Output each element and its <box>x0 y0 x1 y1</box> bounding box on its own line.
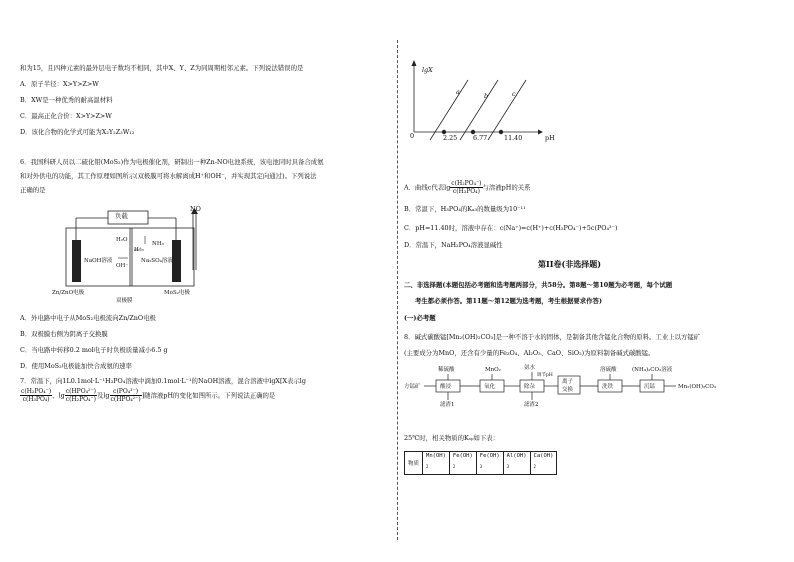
q7-fraction-1: $\frac{\text{c(H₂PO₄⁻)}}{\text{c(H₃PO₄)}}$ <box>21 388 52 403</box>
ksp-col-1: Mn(OH) 2 <box>423 452 450 475</box>
graph-line-a-label: a <box>456 88 460 96</box>
flow-precip: 沉锰 <box>644 384 656 390</box>
load-label: 负载 <box>115 212 128 220</box>
q5-option-d: D．该化合物的化学式可能为X₂Y₂Z₃W₁₂ <box>20 128 135 136</box>
q6-line1: 6．我国科研人员以二硫化钼(MoS₂)作为电极催化剂，研制出一种Zn-NO电池系统，该电池同时具备合成氨 <box>20 158 324 166</box>
q7-option-d: D．常温下，NaH₂PO₄溶液显碱性 <box>404 241 503 249</box>
line-b <box>460 80 498 140</box>
line-a <box>430 80 468 140</box>
ksp-col-5: Ca(OH) 2 <box>530 452 557 475</box>
flow-impurity: 除杂 <box>524 384 536 390</box>
q8-line1: 8．碱式碳酸锰[Mn₂(OH)₂CO₃]是一种不溶于水的固体，是制备其他含锰化合物的原料。工业上以方锰矿 <box>404 333 701 341</box>
q5-option-a: A．原子半径：X>Y>Z>W <box>20 80 99 88</box>
graph-tick-2: 6.77 <box>473 134 488 142</box>
flow-residue2: 滤渣2 <box>524 402 539 408</box>
q6-option-a: A．外电路中电子从MoS₂电极流向Zn/ZnO电极 <box>20 314 156 322</box>
section-title: 第II卷(非选择题) <box>538 259 602 269</box>
no-label: NO <box>190 205 201 213</box>
naoh-label: NaOH溶液 <box>84 258 113 264</box>
q7-option-a-fraction: $\frac{\text{c(H₂PO₄⁻)}}{\text{c(H₃PO₄)}}$ <box>451 180 482 195</box>
required-heading: (一)必考题 <box>404 314 436 322</box>
y-axis-arrow <box>412 60 417 66</box>
graph-tick-1: 2.25 <box>443 134 458 142</box>
flow-ore: 方锰矿 <box>404 384 421 390</box>
column-divider <box>397 40 398 540</box>
flow-acid: 稀硫酸 <box>438 367 455 373</box>
h2o-label: H₂O <box>116 237 128 243</box>
point-c <box>499 130 503 134</box>
part2-line1: 二、非选择题(本题包括必考题和选考题两部分，共58分。第8题～第10题为必考题，每个试题 <box>404 281 673 289</box>
flow-leach: 酸浸 <box>440 384 452 390</box>
load-box <box>108 211 148 224</box>
ksp-col-2: Fe(OH) 2 <box>449 452 476 475</box>
flow-ammonia: 氨水 <box>524 365 536 371</box>
line-c <box>488 80 526 140</box>
oh-ion-label: OH⁻ <box>116 263 129 269</box>
q7-fraction-3: $\frac{\text{c(PO₄³⁻)}}{\text{c(HPO₄²⁻)}}$ <box>110 388 141 403</box>
graph-origin: 0 <box>410 132 415 140</box>
q8-line2: (主要成分为MnO，还含有少量的Fe₃O₄、Al₂O₃、CaO、SiO₂)为原料制备碱式碳酸锰。 <box>404 349 655 357</box>
q5-intro-line: 和为15，且四种元素的最外层电子数均不相同，其中X、Y、Z为同周期相邻元素。下列说法错误的是 <box>20 64 304 72</box>
q6-line2: 和对外供电的功能，其工作原理如图所示(双极膜可将水解离成H⁺和OH⁻，并实现其定向通过)。下列说法 <box>20 172 317 180</box>
graph-ylabel: lgX <box>422 66 433 74</box>
table-row <box>405 452 557 475</box>
graph-xlabel: pH <box>545 134 555 142</box>
q6-option-b: B．双极膜右侧为阴离子交换膜 <box>20 330 108 338</box>
q6-line3: 正确的是 <box>20 186 46 194</box>
flow-dilute-acid: 溶硫酸 <box>600 367 617 373</box>
ksp-col-3: Fe(OH) 3 <box>476 452 503 475</box>
zn-electrode-label: Zn/ZnO电极 <box>52 290 85 296</box>
q7-line1: 7．常温下，向1L0.1mol·L⁻¹H₃PO₄溶液中滴加0.1mol·L⁻¹的NaOH溶液，混合溶液中lgX[X表示lg <box>20 377 306 385</box>
h-ion-label: H⁺ <box>134 247 142 253</box>
part2-line2: 考生都必须作答。第11题～第12题为选考题，考生根据要求作答) <box>415 297 602 305</box>
flow-ammonium-carbonate: (NH₄)₂CO₃溶液 <box>632 367 673 373</box>
nh3-label: NH₃ <box>152 241 164 247</box>
graph-line-c-label: c <box>512 90 516 98</box>
q5-option-c: C．最高正化合价：X>Y>Z>W <box>20 112 112 120</box>
q7-fraction-2: $\frac{\text{c(HPO₄²⁻)}}{\text{c(H₂PO₄⁻)}}$ <box>65 388 96 403</box>
flow-adjust-ph: 调节pH <box>537 373 553 378</box>
flow-oxidation: 氧化 <box>484 384 496 390</box>
q6-option-d: D．使用MoS₂电极能加快合成氨的速率 <box>20 362 132 370</box>
q7-option-c: C．pH=11.40时，溶液中存在：c(Na⁺)=c(H⁺)+c(H₂PO₄⁻)+5c(PO₄³⁻) <box>404 224 618 232</box>
q7-option-a: A．曲线c代表lg $\frac{\text{c(H₂PO₄⁻)}}{\text{c(H₃PO₄)}}$ 与溶液pH的关系 <box>404 180 531 195</box>
q7-line2: $\frac{\text{c(H₂PO₄⁻)}}{\text{c(H₃PO₄)}}$ 、lg $\frac{\text{c(HPO₄²⁻)}}{\text{c(H₂PO₄⁻)}}$ 及lg $\frac{\text{c(PO₄³⁻)}}{\text{c(HPO₄²⁻)}}$ ]随溶液pH的变化如图所示。下列说法正确的是 <box>21 388 276 403</box>
flow-mno2: MnO₂ <box>485 367 501 373</box>
graph-line-b-label: b <box>484 92 489 100</box>
graph-tick-3: 11.40 <box>504 134 523 142</box>
na2so4-label: Na₂SO₄溶液 <box>141 258 173 264</box>
ksp-row-head: 物质 <box>405 452 423 475</box>
flow-product: Mn₂(OH)₂CO₃ <box>678 384 717 390</box>
x-axis-arrow <box>538 130 543 135</box>
ksp-table <box>404 451 557 475</box>
mos2-electrode <box>172 240 181 282</box>
flow-residue1: 滤渣1 <box>440 402 455 408</box>
ksp-col-4: Al(OH) 3 <box>503 452 530 475</box>
flow-iron: 洗铁 <box>602 384 614 390</box>
flow-ion-exchange-2: 交换 <box>562 387 574 393</box>
q7-option-b: B．常温下，H₃PO₄的Kₐ₃的数量级为10⁻¹¹ <box>404 205 526 213</box>
flow-ion-exchange-1: 离子 <box>562 379 574 385</box>
q5-option-b: B．XW是一种优秀的耐高温材料 <box>20 96 113 104</box>
mos2-electrode-label: MoS₂电极 <box>164 290 190 296</box>
zn-electrode <box>72 240 81 282</box>
membrane-label: 双极膜 <box>116 298 133 304</box>
q6-option-c: C．当电路中转移0.2 mol电子时负极质量减小6.5 g <box>20 346 168 354</box>
ksp-intro: 25℃时，相关物质的Kₛₚ如下表： <box>404 434 500 442</box>
